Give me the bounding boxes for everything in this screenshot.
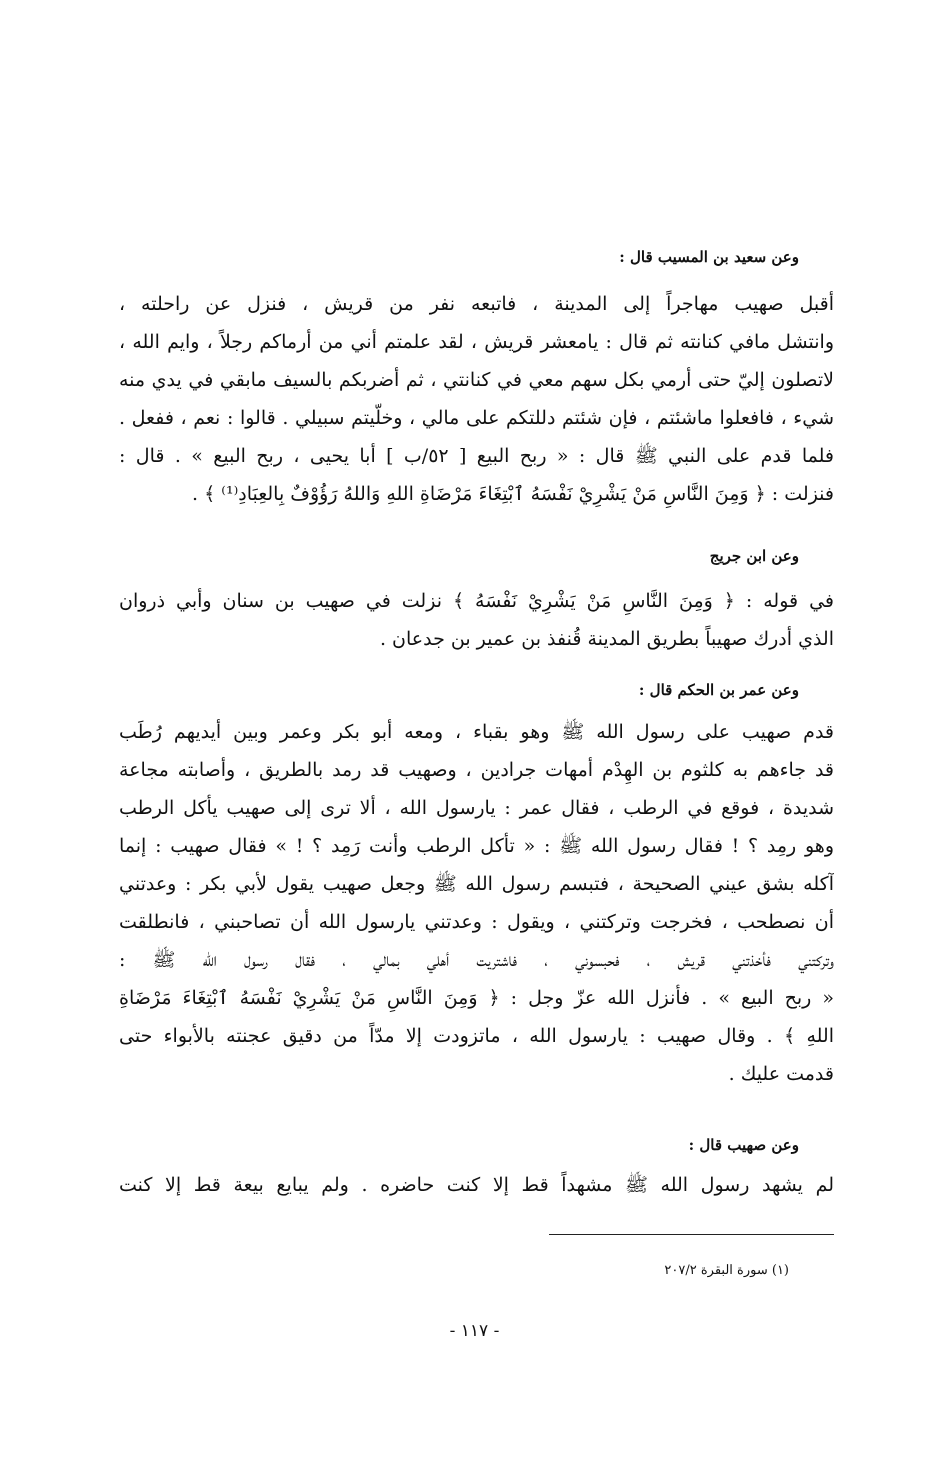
footnote: (١) سورة البقرة ٢٠٧/٢ (664, 1263, 789, 1278)
text-line: قدم صهيب على رسول الله ﷺ وهو بقباء ، ومعه أبو بكر وعمر وبين أيديهم رُطَب (119, 721, 834, 743)
text-line: وهو رمِد ؟ ! فقال رسول الله ﷺ : « تأكل الرطب وأنت رَمِد ؟ ! » فقال صهيب : إنما (119, 835, 834, 857)
text-line: أن نصطحب ، فخرجت وتركتني ، ويقول : وعدتني يارسول الله أن تصاحبني ، فانطلقت (119, 911, 834, 933)
text-line: الذي أدرك صهيباً بطريق المدينة قُنفذ بن عمير بن جدعان . (379, 628, 834, 650)
section-heading-suhayb: وعن صهيب قال : (688, 1136, 799, 1154)
text-line: فنزلت : ﴿ وَمِنَ النَّاسِ مَنْ يَشْرِيْ نَفْسَهُ ٱبْتِغَاءَ مَرْضَاةِ اللهِ وَاللهُ رَؤُوْفٌ بِالعِبَادِ⁽¹⁾ ﴾ . (192, 483, 834, 505)
section-heading-ibn-musayyib: وعن سعيد بن المسيب قال : (619, 248, 799, 266)
text-line: وانتشل مافي كنانته ثم قال : يامعشر قريش ، لقد علمتم أني من أرماكم رجلاً ، وايم الله ، (119, 331, 834, 353)
paragraph-ibn-jurayj (119, 582, 834, 658)
text-line: قد جاءهم به كلثوم بن الهِدْم أمهات جرادين ، وصهيب قد رمد بالطريق ، وأصابته مجاعة (119, 759, 834, 781)
text-line: لاتصلون إليّ حتى أرمي بكل سهم معي في كنانتي ، ثم أضربكم بالسيف مابقي في يدي منه (119, 369, 834, 391)
text-line: في قوله : ﴿ وَمِنَ النَّاسِ مَنْ يَشْرِيْ نَفْسَهُ ﴾ نزلت في صهيب بن سنان وأبي ذروان (119, 590, 834, 612)
text-line: آكله بشق عيني الصحيحة ، فتبسم رسول الله ﷺ وجعل صهيب يقول لأبي بكر : وعدتني (119, 873, 834, 895)
text-line: « ربح البيع » . فأنزل الله عزّ وجل : ﴿ وَمِنَ النَّاسِ مَنْ يَشْرِيْ نَفْسَهُ ٱبْتِغَاءَ مَرْضَاةِ (119, 987, 834, 1009)
section-heading-ibn-jurayj: وعن ابن جريج (709, 547, 799, 565)
page-number: - ١١٧ - (449, 1321, 500, 1341)
section-heading-umar-ibn-hakam: وعن عمر بن الحكم قال : (638, 681, 799, 699)
text-line: وتركتني فأخذتني قريش ، فحبسوني ، فاشتريت أهلي بمالي ، فقال رسول الله ﷺ : (119, 949, 834, 971)
text-line: لم يشهد رسول الله ﷺ مشهداً قط إلا كنت حاضره . ولم يبايع بيعة قط إلا كنت (119, 1174, 834, 1196)
paragraph-suhayb (119, 1166, 834, 1204)
text-line: أقبل صهيب مهاجراً إلى المدينة ، فاتبعه نفر من قريش ، فنزل عن راحلته ، (119, 293, 834, 315)
text-line: شيء ، فافعلوا ماشئتم ، فإن شئتم دللتكم على مالي ، وخلّيتم سبيلي . قالوا : نعم ، ففعل . (119, 407, 834, 429)
text-line: شديدة ، فوقع في الرطب ، فقال عمر : يارسول الله ، ألا ترى إلى صهيب يأكل الرطب (119, 797, 834, 819)
paragraph-ibn-musayyib (119, 285, 834, 513)
text-line: اللهِ ﴾ . وقال صهيب : يارسول الله ، ماتزودت إلا مدّاً من دقيق عجنته بالأبواء حتى (119, 1025, 834, 1047)
text-line: قدمت عليك . (728, 1063, 834, 1085)
footnote-divider (549, 1234, 834, 1235)
text-line: فلما قدم على النبي ﷺ قال : « ربح البيع [ ٥٢/ب ] أبا يحيى ، ربح البيع » . قال : (119, 445, 834, 467)
paragraph-umar-ibn-hakam (119, 713, 834, 1093)
